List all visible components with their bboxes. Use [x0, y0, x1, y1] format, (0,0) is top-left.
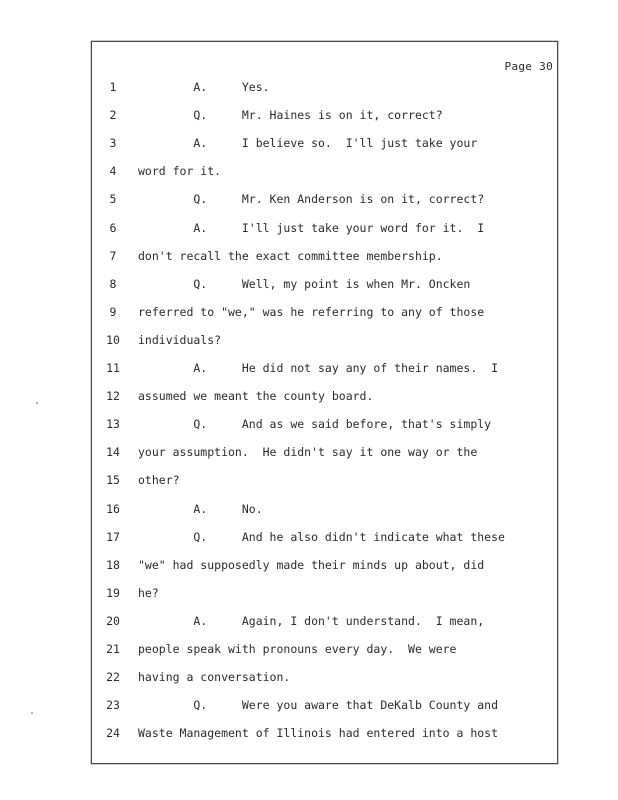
line-number: 4 — [109, 164, 117, 179]
transcript-line — [92, 502, 557, 520]
line-number: 18 — [106, 557, 120, 572]
line-number: 13 — [106, 417, 120, 432]
scan-speck — [31, 712, 33, 714]
line-number: 15 — [106, 473, 120, 488]
transcript-line — [92, 445, 557, 463]
line-number: 1 — [109, 80, 117, 94]
transcript-line — [92, 558, 557, 576]
line-number: 24 — [106, 726, 120, 741]
line-number: 21 — [106, 642, 120, 656]
line-text: A. I believe so. I'll just take your — [138, 136, 478, 151]
line-number: 3 — [109, 136, 117, 151]
line-text: Q. Mr. Ken Anderson is on it, correct? — [138, 192, 485, 207]
line-number: 22 — [106, 670, 120, 685]
line-number: 23 — [106, 698, 120, 713]
line-text: "we" had supposedly made their minds up about, did — [138, 557, 485, 572]
page-number: Page 30 — [504, 60, 553, 73]
transcript-line — [92, 192, 557, 210]
transcript-line — [92, 80, 557, 98]
line-number: 8 — [109, 276, 117, 291]
transcript-line — [92, 249, 557, 267]
line-text: your assumption. He didn't say it one way or the — [138, 445, 478, 460]
transcript-line — [92, 614, 557, 632]
line-text: A. No. — [138, 501, 263, 516]
transcript-line — [92, 108, 557, 126]
transcript-line — [92, 586, 557, 604]
line-text: word for it. — [138, 164, 222, 179]
transcript-line — [92, 136, 557, 154]
line-number: 19 — [106, 585, 120, 600]
line-text: individuals? — [138, 332, 222, 347]
transcript-line — [92, 164, 557, 182]
line-text: Q. Were you aware that DeKalb County and — [138, 698, 499, 713]
transcript-line — [92, 389, 557, 407]
line-text: A. I'll just take your word for it. I — [138, 220, 485, 235]
line-number: 7 — [109, 248, 117, 263]
transcript-line — [92, 417, 557, 435]
transcript-line — [92, 670, 557, 688]
line-number: 10 — [106, 332, 120, 347]
line-number: 11 — [106, 361, 120, 375]
line-number: 14 — [106, 445, 120, 460]
transcript-line — [92, 277, 557, 295]
line-text: Q. Mr. Haines is on it, correct? — [138, 108, 443, 123]
transcript-page — [91, 41, 558, 764]
line-text: he? — [138, 585, 159, 600]
line-text: Waste Management of Illinois had entered into a host — [138, 726, 499, 741]
line-number: 17 — [106, 529, 120, 544]
scan-speck — [36, 402, 38, 404]
line-number: 20 — [106, 613, 120, 628]
transcript-line — [92, 642, 557, 660]
line-number: 2 — [109, 108, 117, 123]
transcript-line — [92, 726, 557, 744]
line-text: referred to "we," was he referring to any of those — [138, 304, 485, 319]
transcript-line — [92, 305, 557, 323]
transcript-line — [92, 698, 557, 716]
line-text: people speak with pronouns every day. We were — [138, 642, 457, 656]
line-number: 9 — [109, 304, 117, 319]
line-text: having a conversation. — [138, 670, 291, 685]
line-text: assumed we meant the county board. — [138, 389, 374, 404]
line-number: 16 — [106, 501, 120, 516]
line-text: don't recall the exact committee membership. — [138, 248, 443, 263]
line-text: other? — [138, 473, 180, 488]
transcript-line — [92, 361, 557, 379]
line-text: A. He did not say any of their names. I — [138, 361, 499, 375]
line-number: 6 — [109, 220, 117, 235]
transcript-line — [92, 221, 557, 239]
transcript-line — [92, 530, 557, 548]
line-number: 5 — [109, 192, 117, 207]
line-number: 12 — [106, 389, 120, 404]
line-text: Q. And as we said before, that's simply — [138, 417, 492, 432]
transcript-line — [92, 473, 557, 491]
transcript-line — [92, 333, 557, 351]
line-text: A. Yes. — [138, 80, 270, 94]
line-text: Q. Well, my point is when Mr. Oncken — [138, 276, 471, 291]
line-text: Q. And he also didn't indicate what these — [138, 529, 505, 544]
line-text: A. Again, I don't understand. I mean, — [138, 613, 485, 628]
